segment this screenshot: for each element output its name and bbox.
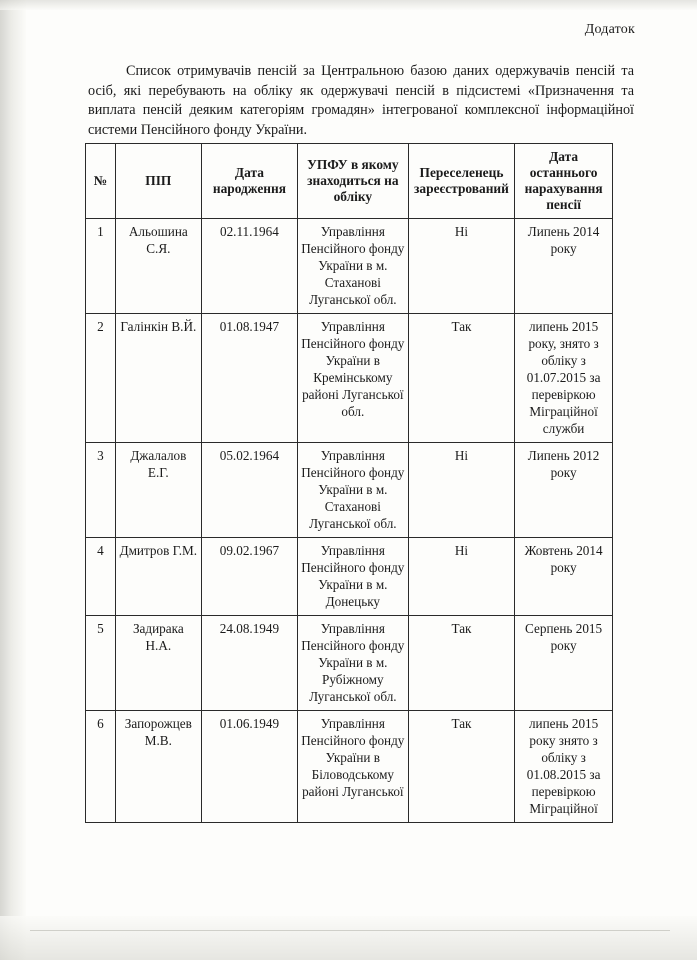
cell-fullname: Галінкін В.Й.	[115, 314, 201, 443]
cell-fullname: Альошина С.Я.	[115, 219, 201, 314]
table-header	[86, 144, 613, 219]
table-row	[86, 711, 613, 823]
cell-last-payment: Жовтень 2014 року	[515, 538, 613, 616]
table-row	[86, 219, 613, 314]
cell-fullname: Задирака Н.А.	[115, 616, 201, 711]
pension-recipients-table	[85, 143, 613, 823]
cell-birthdate: 01.06.1949	[201, 711, 297, 823]
table-body	[86, 219, 613, 823]
cell-last-payment: Липень 2014 року	[515, 219, 613, 314]
cell-resettled: Ні	[408, 219, 514, 314]
table-row	[86, 443, 613, 538]
column-header-birthdate: Дата народження	[201, 144, 297, 219]
cell-birthdate: 09.02.1967	[201, 538, 297, 616]
cell-upfu: Управління Пенсійного фонду України в м. Рубіжному Луганської обл.	[297, 616, 408, 711]
table-row	[86, 314, 613, 443]
cell-birthdate: 24.08.1949	[201, 616, 297, 711]
cell-number: 5	[86, 616, 116, 711]
cell-upfu: Управління Пенсійного фонду України в Кремінському районі Луганської обл.	[297, 314, 408, 443]
cell-fullname: Дмитров Г.М.	[115, 538, 201, 616]
cell-resettled: Ні	[408, 443, 514, 538]
appendix-label: Додаток	[584, 22, 635, 37]
cell-upfu: Управління Пенсійного фонду України в м. Стаханові Луганської обл.	[297, 219, 408, 314]
cell-number: 3	[86, 443, 116, 538]
cell-last-payment: липень 2015 року знято з обліку з 01.08.2015 за перевіркою Міграційної	[515, 711, 613, 823]
cell-upfu: Управління Пенсійного фонду України в м. Донецьку	[297, 538, 408, 616]
cell-fullname: Запорожцев М.В.	[115, 711, 201, 823]
cell-number: 6	[86, 711, 116, 823]
column-header-resettled: Переселенець зареєстрований	[408, 144, 514, 219]
cell-resettled: Так	[408, 314, 514, 443]
cell-number: 2	[86, 314, 116, 443]
column-header-fullname: ПІП	[115, 144, 201, 219]
cell-birthdate: 05.02.1964	[201, 443, 297, 538]
column-header-number: №	[86, 144, 116, 219]
cell-birthdate: 02.11.1964	[201, 219, 297, 314]
table-header-row	[86, 144, 613, 219]
cell-number: 1	[86, 219, 116, 314]
table-row	[86, 538, 613, 616]
cell-resettled: Ні	[408, 538, 514, 616]
cell-resettled: Так	[408, 711, 514, 823]
cell-last-payment: Липень 2012 року	[515, 443, 613, 538]
cell-birthdate: 01.08.1947	[201, 314, 297, 443]
column-header-last-payment: Дата останнього нарахування пенсії	[515, 144, 613, 219]
table-row	[86, 616, 613, 711]
cell-number: 4	[86, 538, 116, 616]
cell-fullname: Джалалов Е.Г.	[115, 443, 201, 538]
cell-upfu: Управління Пенсійного фонду України в Біловодському районі Луганської	[297, 711, 408, 823]
cell-upfu: Управління Пенсійного фонду України в м. Стаханові Луганської обл.	[297, 443, 408, 538]
column-header-upfu: УПФУ в якому знаходиться на обліку	[297, 144, 408, 219]
cell-last-payment: Серпень 2015 року	[515, 616, 613, 711]
cell-resettled: Так	[408, 616, 514, 711]
intro-paragraph: Список отримувачів пенсій за Центральною базою даних одержувачів пенсій та осіб, які перебувають на обліку як одержувачі пенсій в підсистемі «Призначення та виплата пенсій деяким категоріям громадян» інтегрованої комплексної інформаційної системи Пенсійного фонду України.	[88, 63, 634, 138]
cell-last-payment: липень 2015 року, знято з обліку з 01.07.2015 за перевіркою Міграційної служби	[515, 314, 613, 443]
